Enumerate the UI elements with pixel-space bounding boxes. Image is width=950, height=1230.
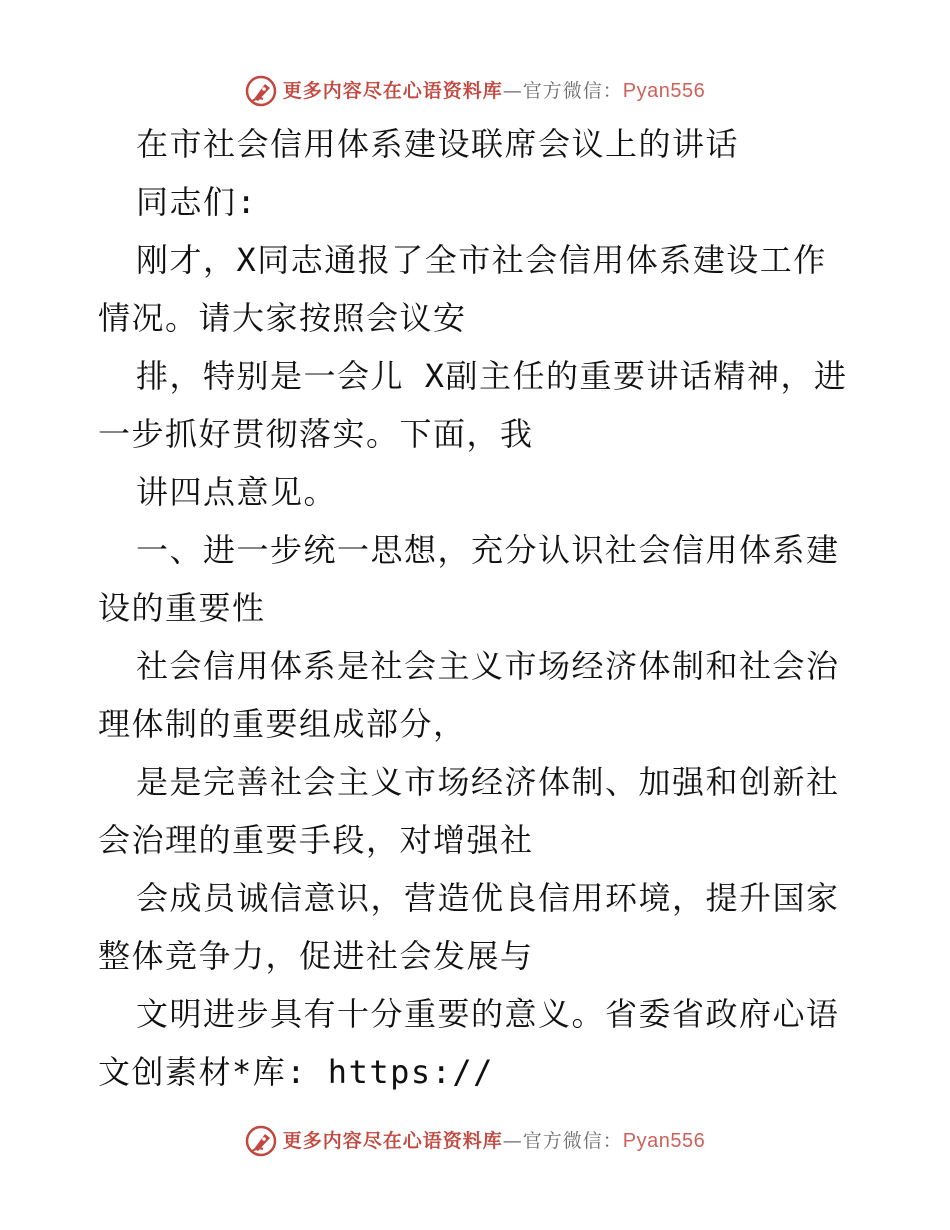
paragraph-line: 排，特别是一会儿 X副主任的重要讲话精神，进一步抓好贯彻落实。下面，我 — [98, 357, 848, 453]
document-body — [98, 115, 860, 1101]
paragraph-line: 同志们: — [136, 183, 258, 221]
pen-nib-icon — [245, 75, 277, 107]
watermark-site-text: 更多内容尽在心语资料库 — [282, 80, 503, 102]
paragraph-line: 文明进步具有十分重要的意义。省委省政府心语文创素材*库: https:// — [98, 995, 840, 1091]
section-heading: 一、进一步统一思想，充分认识社会信用体系建设的重要性 — [98, 531, 840, 627]
watermark-wechat-id: Pyan556 — [622, 80, 706, 102]
watermark-footer — [0, 1125, 950, 1157]
paragraph-line: 社会信用体系是社会主义市场经济体制和社会治理体制的重要组成部分， — [98, 647, 840, 743]
paragraph-line: 刚才，X同志通报了全市社会信用体系建设工作情况。请大家按照会议安 — [98, 241, 827, 337]
watermark-header — [0, 75, 950, 107]
paragraph-line: 讲四点意见。 — [136, 473, 338, 511]
watermark-text — [283, 1126, 706, 1156]
watermark-dash-text: —官方微信： — [502, 80, 623, 102]
paragraph-line: 会成员诚信意识，营造优良信用环境，提升国家整体竞争力，促进社会发展与 — [98, 879, 840, 975]
paragraph-line: 是是完善社会主义市场经济体制、加强和创新社会治理的重要手段，对增强社 — [98, 763, 840, 859]
watermark-site-text: 更多内容尽在心语资料库 — [282, 1130, 503, 1152]
watermark-text — [283, 76, 706, 106]
watermark-wechat-id: Pyan556 — [622, 1130, 706, 1152]
watermark-dash-text: —官方微信： — [502, 1130, 623, 1152]
pen-nib-icon — [245, 1125, 277, 1157]
document-title: 在市社会信用体系建设联席会议上的讲话 — [136, 125, 740, 163]
